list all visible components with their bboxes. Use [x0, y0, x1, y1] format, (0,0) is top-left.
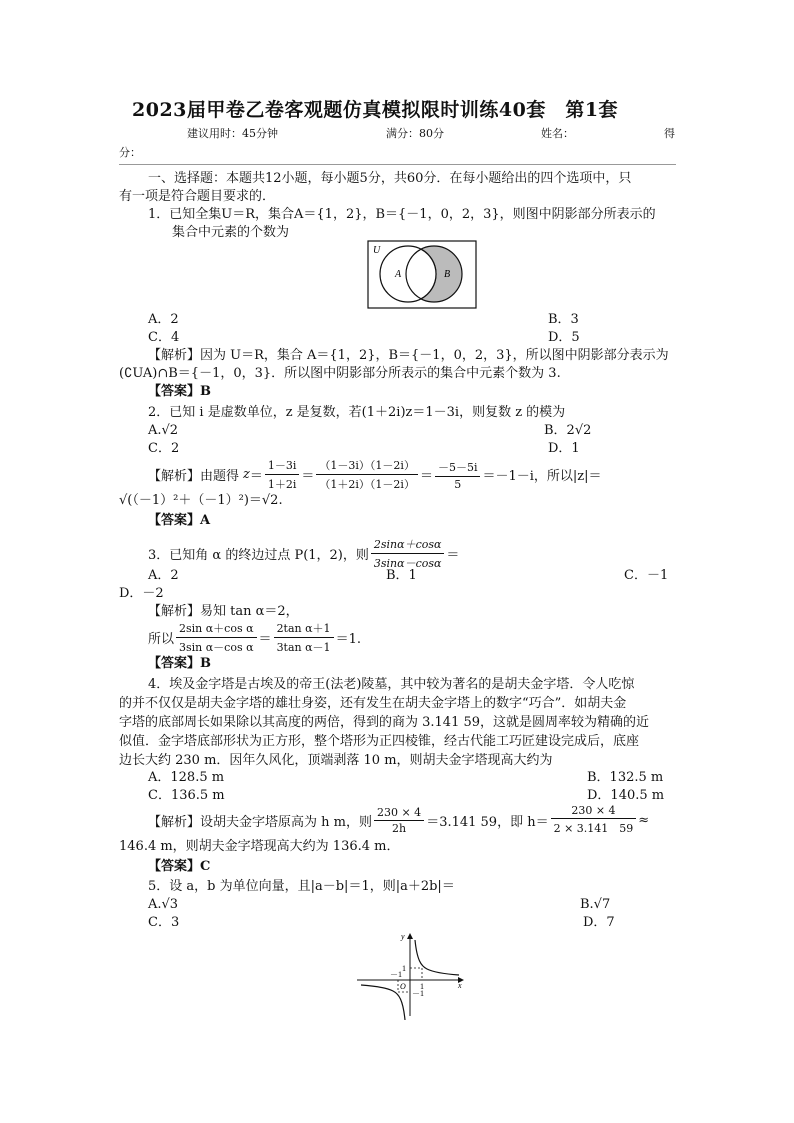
question-1-stem: 1．已知全集U＝R，集合A＝{1，2}，B＝{－1，0，2，3}，则图中阴影部分所表示的 — [148, 207, 656, 222]
section-intro-cont: 有一项是符合题目要求的． — [119, 189, 276, 204]
score-label: 得 — [664, 127, 675, 140]
q1-solution: 【解析】因为 U＝R，集合 A＝{1，2}，B＝{－1，0，2，3}，所以图中阴影部分表示为 — [148, 348, 669, 363]
q4-fraction-1: $\frac{230 \times 4}{2h}$ — [374, 806, 424, 835]
q2-solution: 【解析】由题得 z ＝ $\frac{1-3i}{1+2i}$ ＝ $\frac{(1-3i)(1-2i)}{(1+2i)(1-2i)}$ ＝ $\frac{-5-5i}{5}$ ＝－1－i，所以|z|＝ — [148, 459, 602, 491]
graph-y-label: y — [401, 932, 405, 941]
q3-solution-fraction-2: $\frac{\text{2tan α＋1}}{\text{3tan α－1}}$ — [274, 620, 334, 655]
question-4-line-4: 似值．金字塔底部形状为正方形，整个塔形为正四棱锥，经古代能工巧匠建设完成后，底座 — [119, 734, 640, 749]
q4-solution-cont: 146.4 m，则胡夫金字塔现高大约为 136.4 m． — [119, 839, 400, 854]
question-4-line-1: 4．埃及金字塔是古埃及的帝王(法老)陵墓，其中较为著名的是胡夫金字塔．令人吃惊 — [148, 677, 635, 692]
q4-option-a: A．128.5 m — [148, 770, 225, 785]
label-b: B — [444, 269, 451, 280]
q4-option-d: D．140.5 m — [587, 788, 665, 803]
question-4-line-3: 字塔的底部周长如果除以其高度的两倍，得到的商为 3.141 59，这就是圆周率较为精确的近 — [119, 715, 650, 730]
venn-diagram — [367, 240, 477, 310]
q2-fraction-3: $\frac{-5-5i}{5}$ — [435, 459, 481, 491]
q2-solution-cont: √(（－1）²＋（－1）²)＝√2. — [119, 493, 283, 508]
q1-option-c: C．4 — [148, 330, 180, 345]
curve-left-branch — [361, 985, 405, 1020]
q1-solution-cont: (∁UA)∩B＝{－1，0，3}．所以图中阴影部分所表示的集合中元素个数为 3. — [119, 366, 561, 381]
q2-option-b: B．2√2 — [544, 423, 592, 438]
q3-option-b: B．1 — [386, 568, 417, 583]
label-a: A — [395, 269, 402, 280]
q3-fraction: $\frac{2\sin\alpha+\cos\alpha}{3\sin\alpha-\cos\alpha}$ — [371, 536, 445, 571]
q4-option-b: B．132.5 m — [587, 770, 664, 785]
q5-option-b: B.√7 — [580, 897, 611, 912]
q1-option-a: A．2 — [148, 312, 179, 327]
question-3-stem: 3．已知角 α 的终边过点 P(1，2)，则 $\frac{2\sin\alpha+\cos\alpha}{3\sin\alpha-\cos\alpha}$ ＝ — [148, 538, 460, 570]
q5-option-c: C．3 — [148, 915, 180, 930]
q2-option-d: D．1 — [548, 441, 580, 456]
q3-solution-fraction-1: $\frac{\text{2sin α＋cos α}}{\text{3sin α－cos α}}$ — [176, 620, 257, 655]
graph-origin: O — [400, 982, 406, 991]
graph-x-tick-1: 1 — [420, 982, 424, 991]
q1-option-b: B．3 — [548, 312, 579, 327]
q2-option-c: C．2 — [148, 441, 180, 456]
section-intro: 一、选择题：本题共12小题，每小题5分，共60分．在每小题给出的四个选项中，只 — [148, 171, 632, 186]
q3-option-d: D．－2 — [119, 586, 164, 601]
function-graph — [355, 930, 470, 1020]
q3-option-c: C．－1 — [624, 568, 669, 583]
score-label-cont: 分： — [119, 146, 141, 159]
page-title: 2023届甲卷乙卷客观题仿真模拟限时训练40套 第1套 — [132, 99, 619, 121]
q3-option-a: A．2 — [148, 568, 179, 583]
q1-option-d: D．5 — [548, 330, 580, 345]
q2-fraction-1: $\frac{1-3i}{1+2i}$ — [265, 457, 300, 492]
graph-y-tick-neg1: －1 — [412, 989, 424, 998]
graph-y-tick-1: 1 — [402, 964, 406, 973]
header-divider — [119, 164, 676, 165]
q4-option-c: C．136.5 m — [148, 788, 225, 803]
question-2-stem: 2．已知 i 是虚数单位，z 是复数，若(1＋2i)z＝1－3i，则复数 z 的模为 — [148, 405, 566, 420]
name-label: 姓名： — [541, 127, 574, 140]
q2-answer: 【答案】A — [148, 513, 211, 528]
question-4-line-5: 边长大约 230 m．因年久风化，顶端剥落 10 m，则胡夫金字塔现高大约为 — [119, 753, 553, 768]
question-5-stem: 5．设 a，b 为单位向量，且|a－b|＝1，则|a＋2b|＝ — [148, 879, 455, 894]
q3-answer: 【答案】B — [148, 656, 211, 671]
q5-option-a: A.√3 — [148, 897, 179, 912]
q3-solution: 【解析】易知 tan α＝2， — [148, 604, 299, 619]
q1-answer: 【答案】B — [148, 384, 211, 399]
q2-option-a: A.√2 — [148, 423, 179, 438]
q4-solution: 【解析】设胡夫金字塔原高为 h m，则 $\frac{230 \times 4}{2h}$ ＝3.141 59，即 h＝ $\frac{230 \times 4}{2 \times 3.141 59}$ ≈ — [148, 804, 650, 835]
graph-x-tick-neg1: －1 — [390, 970, 402, 979]
q4-fraction-2: $\frac{230 \times 4}{2 \times 3.141 59}$ — [551, 804, 637, 836]
question-4-line-2: 的并不仅仅是胡夫金字塔的雄壮身姿，还有发生在胡夫金字塔上的数字“巧合”．如胡夫金 — [119, 696, 627, 711]
full-score: 满分：80分 — [386, 127, 444, 140]
question-1-stem-cont: 集合中元素的个数为 — [172, 225, 290, 240]
q2-fraction-2: $\frac{(1-3i)(1-2i)}{(1+2i)(1-2i)}$ — [316, 457, 418, 492]
graph-x-label: x — [458, 981, 462, 990]
label-u: U — [373, 245, 381, 256]
q4-answer: 【答案】C — [148, 859, 211, 874]
q3-solution-cont: 所以 $\frac{\text{2sin α＋cos α}}{\text{3sin α－cos α}}$ ＝ $\frac{\text{2tan α＋1}}{\text{3tan α－1}}$ ＝1. — [148, 622, 361, 654]
q5-option-d: D．7 — [583, 915, 615, 930]
suggested-time: 建议用时：45分钟 — [187, 127, 278, 140]
